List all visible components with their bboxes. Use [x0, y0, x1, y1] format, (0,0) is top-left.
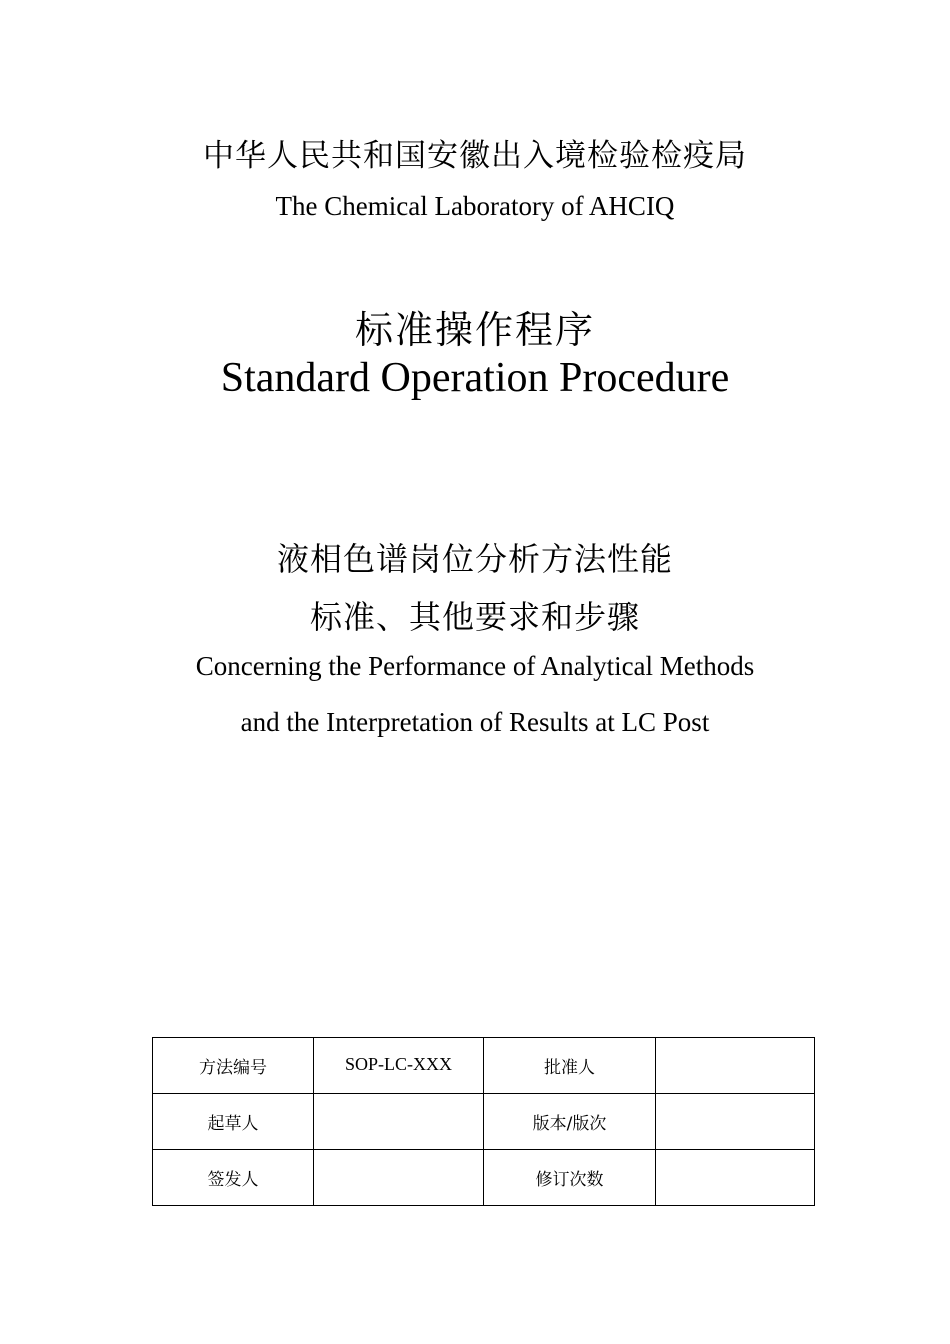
approver-value [656, 1038, 815, 1094]
document-info-table [152, 1037, 815, 1206]
table-row [153, 1094, 815, 1150]
subject-title-cn-line-2: 标准、其他要求和步骤 [309, 598, 640, 636]
revision-count-value [656, 1150, 815, 1206]
subject-title-cn-line-1: 液相色谱岗位分析方法性能 [276, 540, 673, 578]
method-number-label: 方法编号 [153, 1038, 314, 1094]
document-type-title-en: Standard Operation Procedure [220, 355, 730, 401]
issuer-value [314, 1150, 484, 1206]
table-row [153, 1150, 815, 1206]
table-row [153, 1038, 815, 1094]
document-type-title-cn: 标准操作程序 [354, 308, 595, 352]
method-number-value: SOP-LC-XXX [314, 1038, 484, 1094]
approver-label: 批准人 [484, 1038, 656, 1094]
organization-name-en: The Chemical Laboratory of AHCIQ [275, 191, 675, 221]
subject-title-en-line-1: Concerning the Performance of Analytical Methods [195, 651, 755, 681]
version-label: 版本/版次 [484, 1094, 656, 1150]
issuer-label: 签发人 [153, 1150, 314, 1206]
subject-title-en-line-2: and the Interpretation of Results at LC Post [240, 707, 710, 737]
drafter-label: 起草人 [153, 1094, 314, 1150]
version-value [656, 1094, 815, 1150]
drafter-value [314, 1094, 484, 1150]
revision-count-label: 修订次数 [484, 1150, 656, 1206]
organization-name-cn: 中华人民共和国安徽出入境检验检疫局 [203, 138, 747, 174]
